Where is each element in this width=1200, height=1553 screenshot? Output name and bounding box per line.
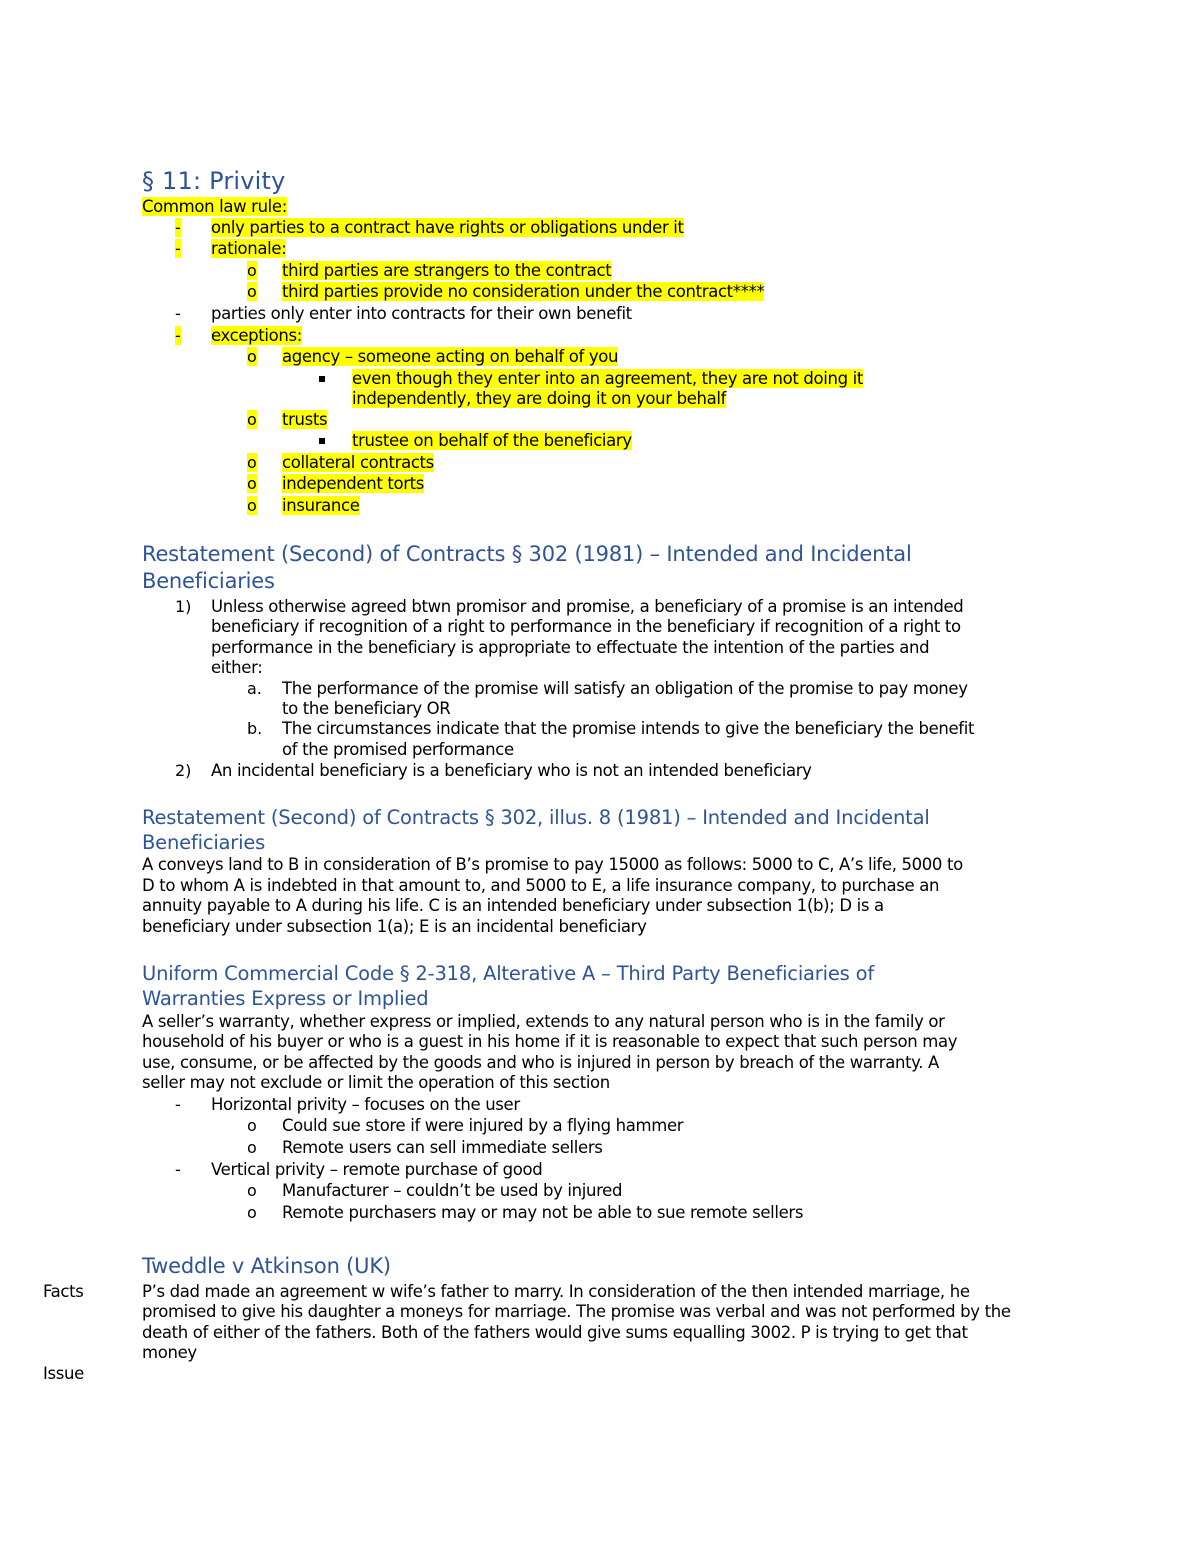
list-item: agency – someone acting on behalf of you [282,347,619,366]
list-number: 2) [175,761,192,780]
list-letter: a. [247,679,262,698]
section-heading: Restatement (Second) of Contracts § 302 (1981) – Intended and Incidental [142,542,912,566]
list-item: independent torts [282,474,425,493]
circle-bullet: o [247,1116,257,1135]
list-item: trusts [282,410,328,429]
circle-bullet: o [247,410,257,429]
paragraph-line: use, consume, or be affected by the goods and who is injured in person by breach of the warranty. A [142,1053,939,1072]
circle-bullet: o [247,1203,257,1222]
circle-bullet: o [247,496,257,515]
square-bullet [319,438,325,444]
list-item-continuation: independently, they are doing it on your behalf [352,389,727,408]
paragraph-line: annuity payable to A during his life. C is an intended beneficiary under subsection 1(b); D is a [142,896,884,915]
list-item: trustee on behalf of the beneficiary [352,431,632,450]
list-item: An incidental beneficiary is a beneficiary who is not an intended beneficiary [211,761,812,780]
list-item-continuation: either: [211,658,263,677]
list-item-continuation: beneficiary if recognition of a right to performance in the beneficiary if recognition of a right to [211,617,961,636]
dash-bullet: - [175,304,181,323]
list-item-continuation: of the promised performance [282,740,514,759]
paragraph-line: promised to give his daughter a moneys for marriage. The promise was verbal and was not performed by the [142,1302,1011,1321]
list-item: Vertical privity – remote purchase of good [211,1160,543,1179]
paragraph-line: beneficiary under subsection 1(a); E is an incidental beneficiary [142,917,647,936]
paragraph-line: money [142,1343,197,1362]
circle-bullet: o [247,282,257,301]
section-title: § 11: Privity [142,167,286,195]
issue-label: Issue [43,1364,84,1383]
square-bullet [319,376,325,382]
list-item: collateral contracts [282,453,434,472]
circle-bullet: o [247,347,257,366]
paragraph-line: A seller’s warranty, whether express or implied, extends to any natural person who is in the family or [142,1012,945,1031]
dash-bullet: - [175,239,181,258]
paragraph-line: seller may not exclude or limit the operation of this section [142,1073,610,1092]
section-heading: Restatement (Second) of Contracts § 302, illus. 8 (1981) – Intended and Incidental [142,806,930,829]
paragraph-line: A conveys land to B in consideration of B’s promise to pay 15000 as follows: 5000 to C, A’s life, 5000 to [142,855,963,874]
dash-bullet: - [175,326,181,345]
case-heading: Tweddle v Atkinson (UK) [142,1254,391,1278]
section-heading-continuation: Warranties Express or Implied [142,987,429,1010]
list-item: even though they enter into an agreement, they are not doing it [352,369,864,388]
section-heading: Uniform Commercial Code § 2-318, Alterative A – Third Party Beneficiaries of [142,962,874,985]
list-letter: b. [247,719,263,738]
dash-bullet: - [175,218,181,237]
list-item: Manufacturer – couldn’t be used by injured [282,1181,623,1200]
circle-bullet: o [247,261,257,280]
list-item: Remote users can sell immediate sellers [282,1138,603,1157]
section-heading-continuation: Beneficiaries [142,569,275,593]
paragraph-line: D to whom A is indebted in that amount to, and 5000 to E, a life insurance company, to purchase an [142,876,940,895]
list-item: The performance of the promise will satisfy an obligation of the promise to pay money [282,679,968,698]
list-item: exceptions: [211,326,302,345]
dash-bullet: - [175,1160,181,1179]
list-item: The circumstances indicate that the promise intends to give the beneficiary the benefit [282,719,975,738]
dash-bullet: - [175,1095,181,1114]
list-item: rationale: [211,239,287,258]
list-item: only parties to a contract have rights or obligations under it [211,218,684,237]
list-item: Unless otherwise agreed btwn promisor and promise, a beneficiary of a promise is an intended [211,597,964,616]
list-number: 1) [175,597,192,616]
list-item: Could sue store if were injured by a flying hammer [282,1116,684,1135]
circle-bullet: o [247,1181,257,1200]
list-item-continuation: to the beneficiary OR [282,699,451,718]
circle-bullet: o [247,1138,257,1157]
list-item: parties only enter into contracts for their own benefit [211,304,632,323]
list-item: insurance [282,496,360,515]
section-heading-continuation: Beneficiaries [142,831,266,854]
circle-bullet: o [247,453,257,472]
paragraph-line: household of his buyer or who is a guest in his home if it is reasonable to expect that such person may [142,1032,958,1051]
facts-label: Facts [43,1282,84,1301]
common-law-label: Common law rule: [142,197,287,216]
circle-bullet: o [247,474,257,493]
list-item: Remote purchasers may or may not be able to sue remote sellers [282,1203,804,1222]
list-item-continuation: performance in the beneficiary is appropriate to effectuate the intention of the parties and [211,638,930,657]
list-item: third parties are strangers to the contract [282,261,612,280]
list-item: Horizontal privity – focuses on the user [211,1095,520,1114]
list-item: third parties provide no consideration under the contract**** [282,282,765,301]
paragraph-line: P’s dad made an agreement w wife’s father to marry. In consideration of the then intended marriage, he [142,1282,970,1301]
paragraph-line: death of either of the fathers. Both of the fathers would give sums equalling 3002. P is trying to get that [142,1323,968,1342]
